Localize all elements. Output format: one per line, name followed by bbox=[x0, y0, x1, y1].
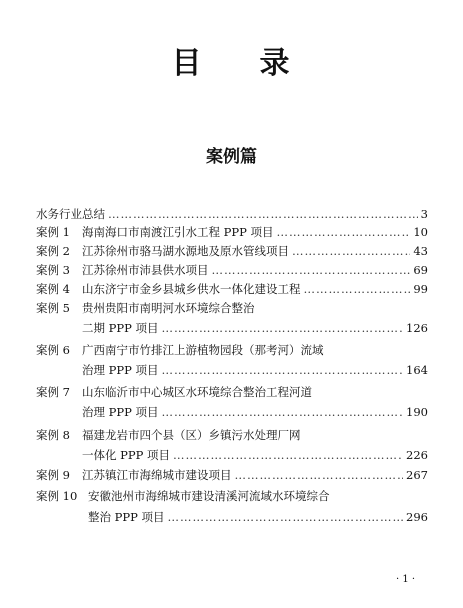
toc-entry-text: 江苏镇江市海绵城市建设项目 bbox=[82, 468, 232, 482]
case-label: 案例 1 bbox=[36, 225, 70, 239]
leader-dots bbox=[292, 243, 410, 259]
toc-page-number: 267 bbox=[406, 468, 428, 482]
case-label: 案例 9 bbox=[36, 468, 70, 482]
toc-entry-text: 江苏徐州市骆马湖水源地及原水管线项目 bbox=[82, 244, 289, 258]
toc-page-number: 99 bbox=[413, 282, 428, 296]
toc-page-number: 3 bbox=[420, 207, 428, 221]
toc-entry-text: 山东济宁市金乡县城乡供水一体化建设工程 bbox=[82, 282, 301, 296]
case-label: 案例 2 bbox=[36, 244, 70, 258]
toc-entry-case-8-line-2[interactable] bbox=[36, 447, 428, 463]
toc-entry-text: 山东临沂市中心城区水环境综合整治工程河道 bbox=[82, 385, 312, 399]
leader-dots bbox=[162, 404, 404, 420]
toc-page-number: 164 bbox=[406, 363, 428, 377]
leader-dots bbox=[235, 467, 404, 483]
toc-entry-case-2[interactable] bbox=[36, 243, 428, 259]
toc-entry-text: 水务行业总结 bbox=[36, 207, 105, 221]
toc-entry-case-10-line-2[interactable] bbox=[36, 509, 428, 525]
toc-entry-case-7-line-1[interactable] bbox=[36, 384, 428, 400]
toc-entry-text: 整治 PPP 项目 bbox=[88, 510, 165, 524]
toc-entry-text: 贵州贵阳市南明河水环境综合整治 bbox=[82, 301, 255, 315]
leader-dots bbox=[277, 224, 411, 240]
toc-entry-text: 广西南宁市竹排江上游植物园段（那考河）流域 bbox=[82, 343, 324, 357]
leader-dots bbox=[173, 447, 403, 463]
leader-dots bbox=[168, 509, 404, 525]
toc-entry-text: 一体化 PPP 项目 bbox=[82, 448, 171, 462]
toc-entry-case-6-line-1[interactable] bbox=[36, 342, 428, 358]
leader-dots bbox=[304, 281, 411, 297]
title-char-1: 目 bbox=[171, 46, 204, 81]
case-label: 案例 10 bbox=[36, 489, 78, 503]
toc-entry-case-4[interactable] bbox=[36, 281, 428, 297]
toc-entry-case-10-line-1[interactable] bbox=[36, 488, 428, 504]
case-label: 案例 3 bbox=[36, 263, 70, 277]
toc-entry-text: 二期 PPP 项目 bbox=[82, 321, 159, 335]
toc-entry-case-3[interactable] bbox=[36, 262, 428, 278]
toc-entry-text: 安徽池州市海绵城市建设清溪河流域水环境综合 bbox=[88, 489, 330, 503]
case-label: 案例 5 bbox=[36, 301, 70, 315]
case-label: 案例 7 bbox=[36, 385, 70, 399]
toc-entry-text: 江苏徐州市沛县供水项目 bbox=[82, 263, 209, 277]
toc-entry-case-5-line-1[interactable] bbox=[36, 300, 428, 316]
toc-page-number: 226 bbox=[406, 448, 428, 462]
case-label: 案例 4 bbox=[36, 282, 70, 296]
leader-dots bbox=[162, 362, 404, 378]
toc-entry-case-1[interactable] bbox=[36, 224, 428, 240]
toc-entry-case-8-line-1[interactable] bbox=[36, 427, 428, 443]
leader-dots bbox=[212, 262, 411, 278]
toc-entry-case-7-line-2[interactable] bbox=[36, 404, 428, 420]
leader-dots bbox=[108, 206, 418, 222]
toc-page-number: 296 bbox=[406, 510, 428, 524]
toc-entry-case-6-line-2[interactable] bbox=[36, 362, 428, 378]
toc-page-number: 10 bbox=[413, 225, 428, 239]
case-label: 案例 8 bbox=[36, 428, 70, 442]
page-number-footer: · 1 · bbox=[396, 574, 416, 585]
toc-entry-case-5-line-2[interactable] bbox=[36, 320, 428, 336]
title-char-2: 录 bbox=[259, 46, 292, 81]
toc-entry-text: 海南海口市南渡江引水工程 PPP 项目 bbox=[82, 225, 274, 239]
toc-page-number: 69 bbox=[413, 263, 428, 277]
toc-entry-text: 福建龙岩市四个县（区）乡镇污水处理厂网 bbox=[82, 428, 301, 442]
toc-page-number: 43 bbox=[413, 244, 428, 258]
toc-page-number: 190 bbox=[406, 405, 428, 419]
case-label: 案例 6 bbox=[36, 343, 70, 357]
section-heading: 案例篇 bbox=[206, 147, 257, 167]
toc-page-number: 126 bbox=[406, 321, 428, 335]
toc-entry-text: 治理 PPP 项目 bbox=[82, 405, 159, 419]
toc-entry-case-9[interactable] bbox=[36, 467, 428, 483]
page-title bbox=[0, 38, 463, 82]
toc-entry-summary[interactable] bbox=[36, 206, 428, 222]
leader-dots bbox=[162, 320, 404, 336]
toc-entry-text: 治理 PPP 项目 bbox=[82, 363, 159, 377]
